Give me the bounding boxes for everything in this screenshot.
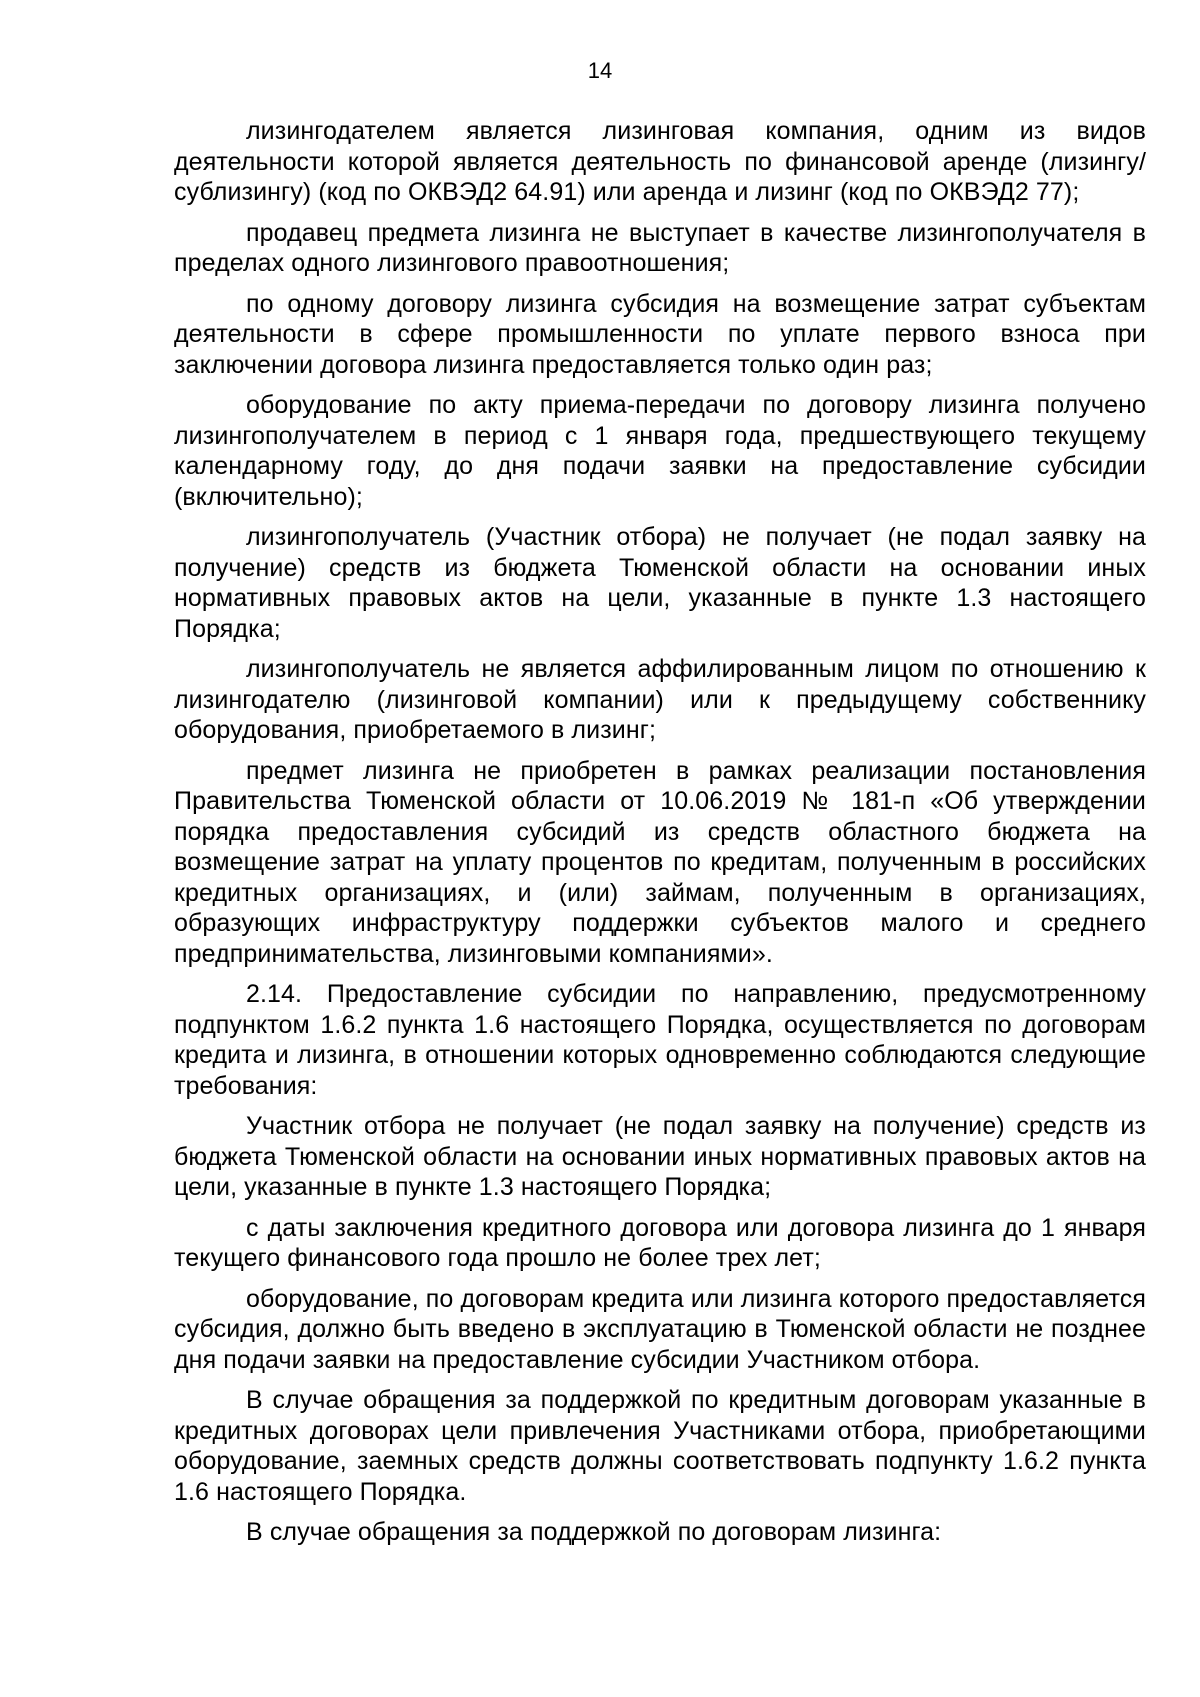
document-body (174, 116, 1146, 1558)
paragraph-section-2-14: 2.14. Предоставление субсидии по направлению, предусмотренному подпунктом 1.6.2 пункта 1.6 настоящего Порядка, осуществляется по договорам кредита и лизинга, в отношении которых одновременно соблюдаются следующие требования: (174, 980, 1146, 1100)
page-number: 14 (587, 58, 613, 83)
paragraph-equipment-received-period: оборудование по акту приема-передачи по договору лизинга получено лизингополучателем в период с 1 января года, предшествующего текущему календарному году, до дня подачи заявки на предоставление субсидии (включительно); (174, 391, 1146, 511)
paragraph-lessor-requirement: лизингодателем является лизинговая компания, одним из видов деятельности которой является деятельность по финансовой аренде (лизингу/сублизингу) (код по ОКВЭД2 64.91) или аренда и лизинг (код по ОКВЭД2 77); (174, 117, 1146, 206)
paragraph-participant-no-other-funds: Участник отбора не получает (не подал заявку на получение) средств из бюджета Тюменской области на основании иных нормативных правовых актов на цели, указанные в пункте 1.3 настоящего Порядка; (174, 1112, 1146, 1201)
paragraph-credit-agreements: В случае обращения за поддержкой по кредитным договорам указанные в кредитных договорах цели привлечения Участниками отбора, приобретающими оборудование, заемных средств должны соответствовать подпункту 1.6.2 пункта 1.6 настоящего Порядка. (174, 1386, 1146, 1506)
paragraph-single-subsidy: по одному договору лизинга субсидия на возмещение затрат субъектам деятельности в сфере промышленности по уплате первого взноса при заключении договора лизинга предоставляется только один раз; (174, 289, 1146, 379)
paragraph-not-acquired-under-resolution: предмет лизинга не приобретен в рамках реализации постановления Правительства Тюменской области от 10.06.2019 № 181-п «Об утверждении порядка предоставления субсидий из средств областного бюджета на возмещение затрат на уплату процентов по кредитам, полученным в российских кредитных организациях, и (или) займам, полученным в организациях, образующих инфраструктуру поддержки субъектов малого и среднего предпринимательства, лизинговыми компаниями». (174, 756, 1146, 968)
paragraph-lessee-no-other-funds: лизингополучатель (Участник отбора) не получает (не подал заявку на получение) средств из бюджета Тюменской области на основании иных нормативных правовых актов на цели, указанные в пункте 1.3 настоящего Порядка; (174, 523, 1146, 643)
paragraph-leasing-agreements: В случае обращения за поддержкой по договорам лизинга: (246, 1518, 942, 1546)
paragraph-equipment-commissioning: оборудование, по договорам кредита или лизинга которого предоставляется субсидия, должно быть введено в эксплуатацию в Тюменской области не позднее дня подачи заявки на предоставление субсидии Участником отбора. (174, 1284, 1146, 1374)
paragraph-not-affiliated: лизингополучатель не является аффилированным лицом по отношению к лизингодателю (лизинговой компании) или к предыдущему собственнику оборудования, приобретаемого в лизинг; (174, 655, 1146, 744)
paragraph-seller-not-lessee: продавец предмета лизинга не выступает в качестве лизингополучателя в пределах одного лизингового правоотношения; (174, 218, 1146, 277)
paragraph-three-year-limit: с даты заключения кредитного договора или договора лизинга до 1 января текущего финансового года прошло не более трех лет; (174, 1213, 1146, 1272)
